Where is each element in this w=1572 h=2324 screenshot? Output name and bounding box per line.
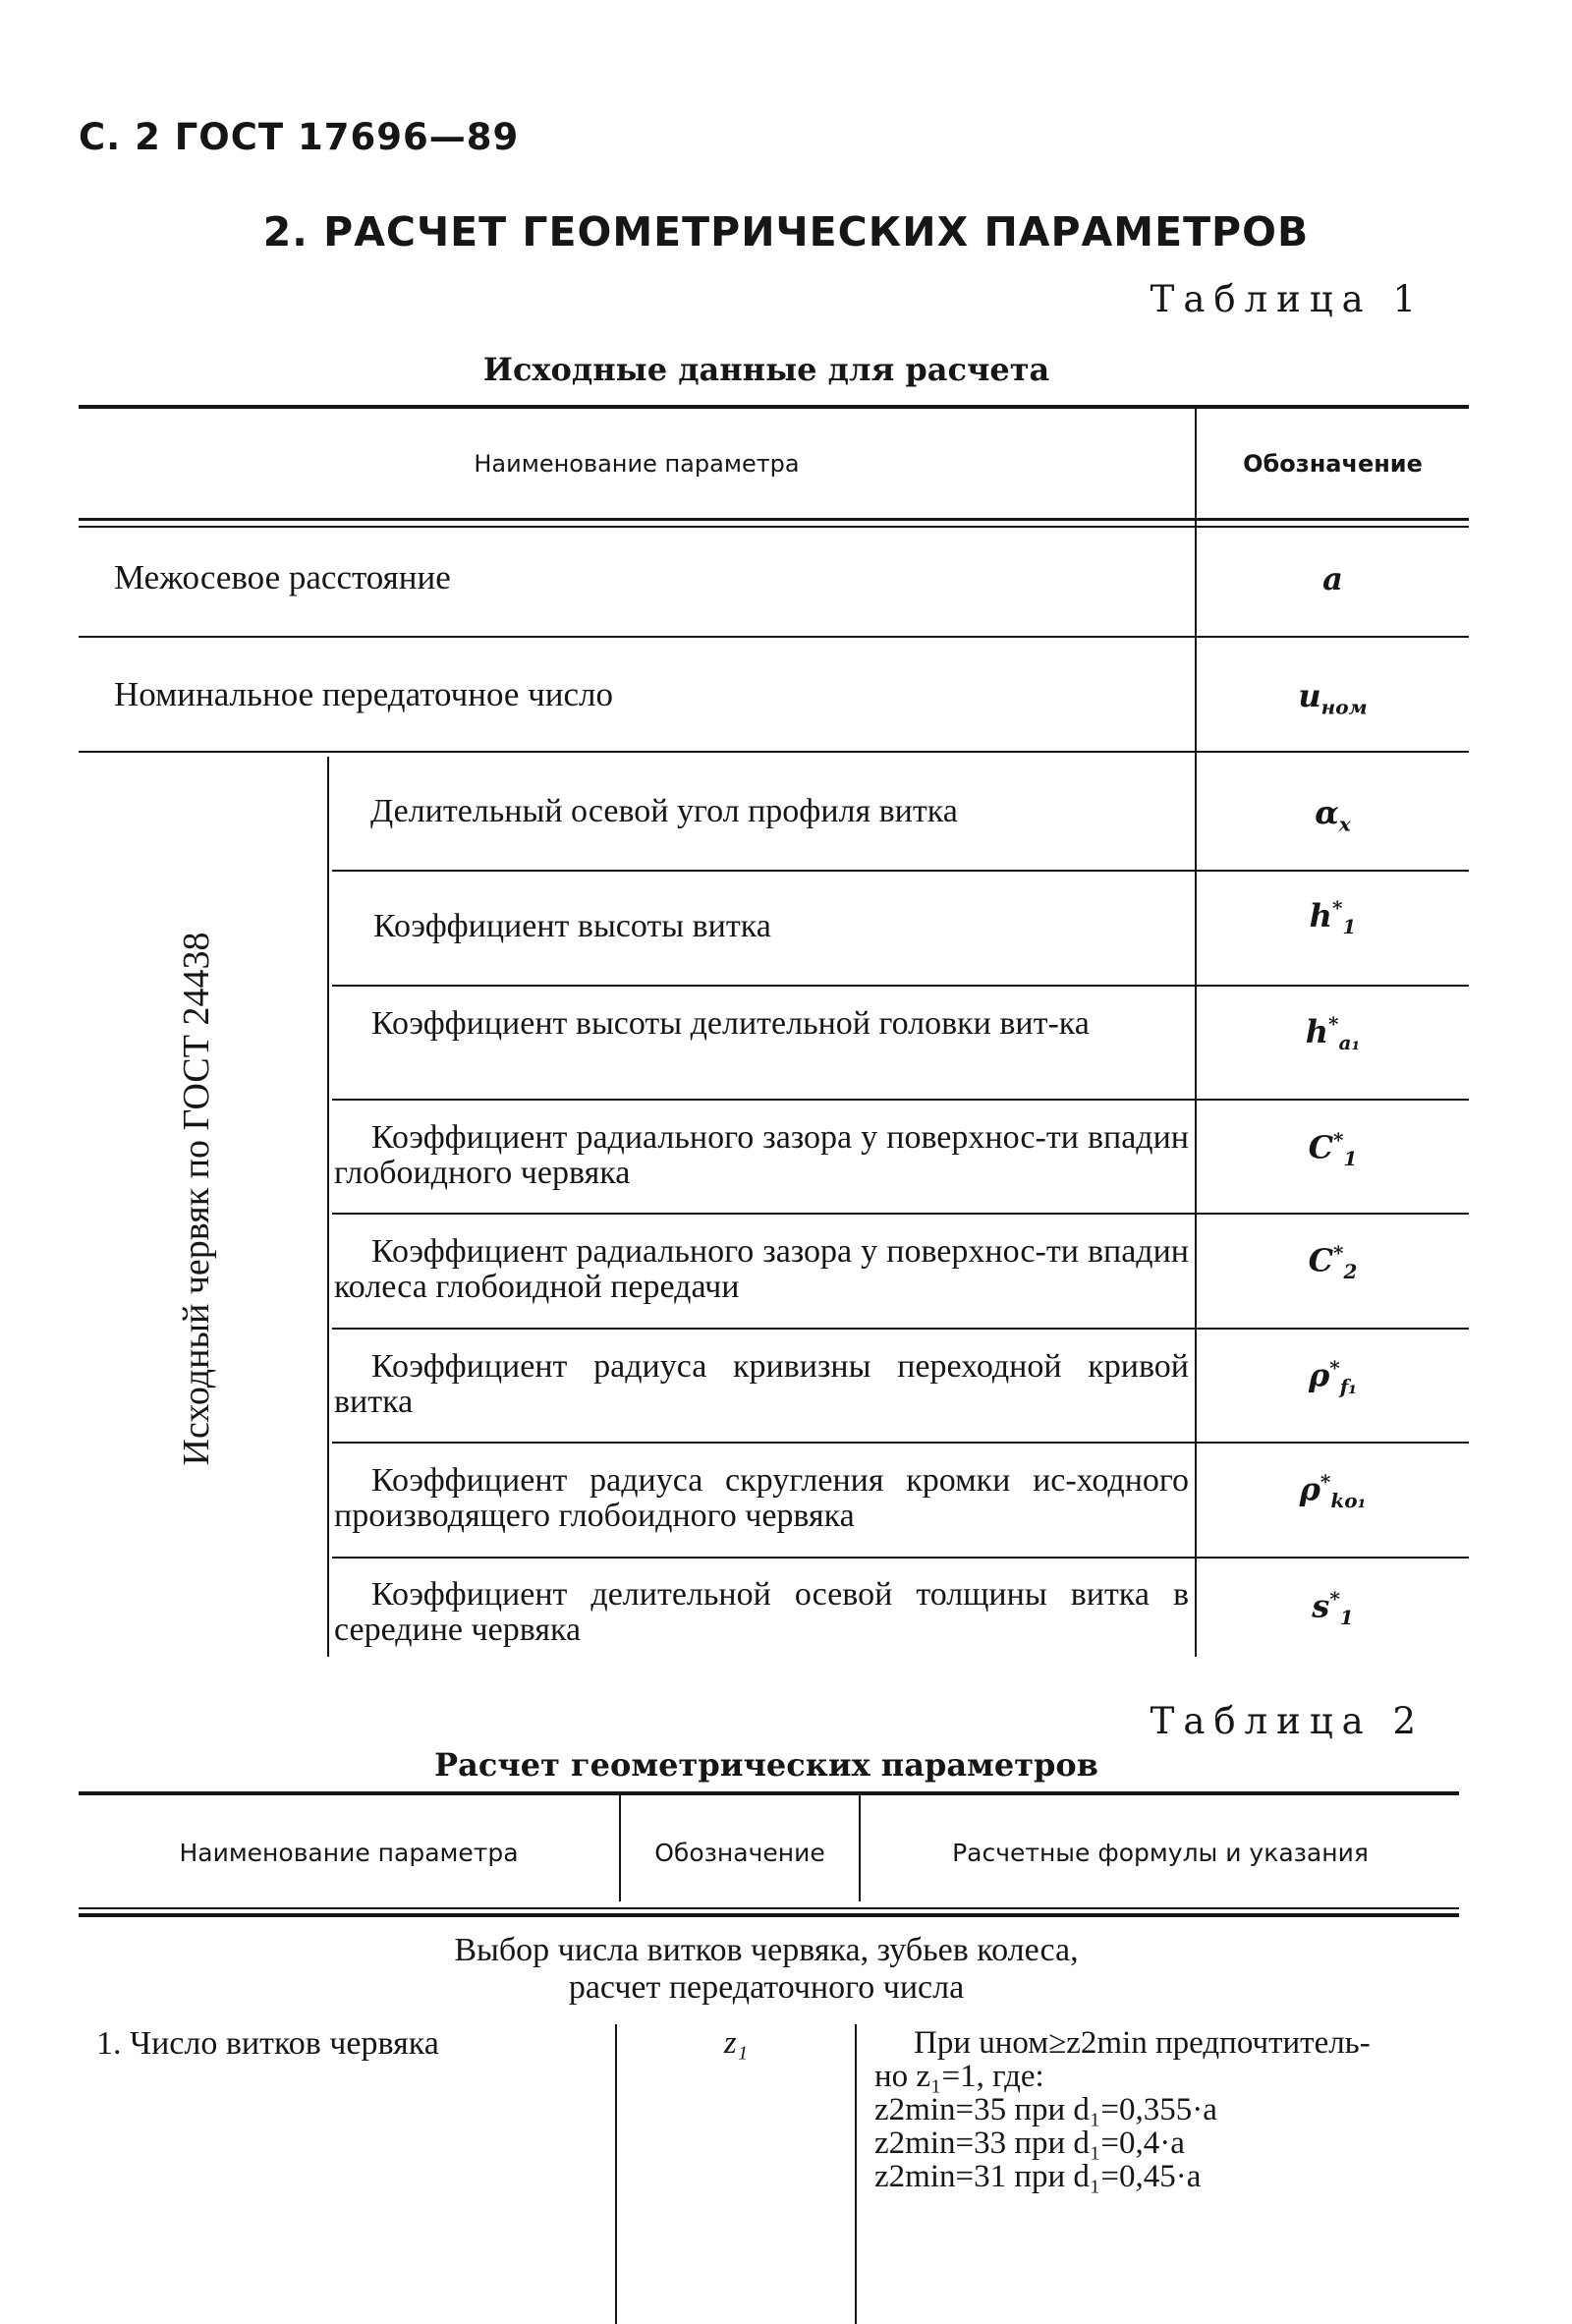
- group-row-name: Делительный осевой угол профиля витка: [370, 793, 958, 829]
- page-header: С. 2 ГОСТ 17696—89: [79, 116, 520, 158]
- table2-col-formula-header: Расчетные формулы и указания: [952, 1839, 1369, 1867]
- table2-col-rule: [855, 2024, 857, 2324]
- group-row-symbol: $C^*_1$: [1308, 1128, 1358, 1171]
- table1-row-rule: [79, 751, 1469, 753]
- table1-row-name: Межосевое расстояние: [114, 558, 451, 596]
- group-row-symbol: $h^*_1$: [1309, 896, 1357, 939]
- table1-group-rule: [327, 757, 329, 1657]
- group-row-symbol: $\rho^*_{f_1}$: [1308, 1356, 1358, 1399]
- table1-header-rule-2: [79, 526, 1469, 528]
- table2-col-name-header: Наименование параметра: [179, 1839, 519, 1867]
- table2-col-symbol-header: Обозначение: [654, 1839, 825, 1867]
- group-row-name: Коэффициент радиального зазора у поверхнос-ти впадин колеса глобоидной передачи: [334, 1233, 1189, 1305]
- table1-header-rule: [79, 518, 1469, 521]
- group-row-symbol: $\rho^*_{ko_1}$: [1299, 1470, 1367, 1513]
- group-label-vertical: Исходный червяк по ГОСТ 24438: [176, 932, 217, 1466]
- table1-col-symbol-header: Обозначение: [1243, 450, 1423, 478]
- table1-row-rule: [79, 636, 1469, 638]
- table2-header-rule: [79, 1907, 1459, 1909]
- table1-row-name: Номинальное передаточное число: [114, 675, 614, 713]
- table1-caption: Исходные данные для расчета: [482, 351, 1050, 388]
- group-row-name: Коэффициент высоты витка: [373, 908, 771, 944]
- formula-line: z2min=31 при d₁=0,45·a: [874, 2159, 1202, 2194]
- table1-row-rule: [332, 870, 1469, 872]
- table1-label: Таблица 1: [1150, 278, 1425, 320]
- formula-line: но z₁=1, где:: [874, 2059, 1044, 2094]
- table2-top-rule: [79, 1791, 1459, 1795]
- table2-caption: Расчет геометрических параметров: [434, 1746, 1098, 1784]
- table1-row-rule: [332, 1557, 1469, 1559]
- group-row-symbol: $C^*_2$: [1308, 1241, 1358, 1284]
- group-row-symbol: $s^*_1$: [1312, 1587, 1354, 1630]
- group-row-name: Коэффициент радиуса скругления кромки ис-ходного производящего глобоидного червяка: [334, 1462, 1189, 1534]
- formula-line: z2min=35 при d₁=0,355·a: [874, 2092, 1217, 2127]
- table2-col-rule: [615, 2024, 617, 2324]
- group-row-name: Коэффициент высоты делительной головки вит-ка: [371, 1005, 1090, 1042]
- table1-row-rule: [332, 1213, 1469, 1215]
- table2-header-rule-2: [79, 1913, 1459, 1917]
- table1-col-name-header: Наименование параметра: [474, 450, 800, 478]
- table2-group-heading-2: расчет передаточного числа: [568, 1969, 965, 2006]
- table2-row-symbol: z₁: [723, 2025, 749, 2061]
- table2-row-name: 1. Число витков червяка: [96, 2025, 439, 2062]
- table1-top-rule: [79, 405, 1469, 409]
- table1-row-symbol: $u_{ном}$: [1298, 677, 1368, 719]
- group-row-name: Коэффициент радиального зазора у поверхнос-ти впадин глобоидного червяка: [334, 1119, 1189, 1191]
- group-row-name: Коэффициент радиуса кривизны переходной кривой витка: [334, 1348, 1189, 1420]
- group-row-symbol: $h^*_{a_1}$: [1305, 1012, 1361, 1055]
- table1-row-symbol: a: [1322, 560, 1343, 597]
- formula-line: z2min=33 при d₁=0,4·a: [874, 2126, 1185, 2161]
- table2-group-heading: Выбор числа витков червяка, зубьев колеса,: [454, 1932, 1079, 1968]
- group-row-symbol: $\alpha_x$: [1315, 794, 1351, 836]
- table1-row-rule: [332, 1099, 1469, 1101]
- table1-row-rule: [332, 1328, 1469, 1330]
- group-row-name: Коэффициент делительной осевой толщины витка в середине червяка: [334, 1576, 1189, 1648]
- section-title: 2. РАСЧЕТ ГЕОМЕТРИЧЕСКИХ ПАРАМЕТРОВ: [262, 208, 1310, 255]
- table1-row-rule: [332, 985, 1469, 987]
- table2-row-formula: [874, 2026, 1464, 2193]
- table1-row-rule: [332, 1442, 1469, 1444]
- table2-label: Таблица 2: [1150, 1700, 1425, 1742]
- formula-line: При uном≥z2min предпочтитель-: [914, 2025, 1371, 2061]
